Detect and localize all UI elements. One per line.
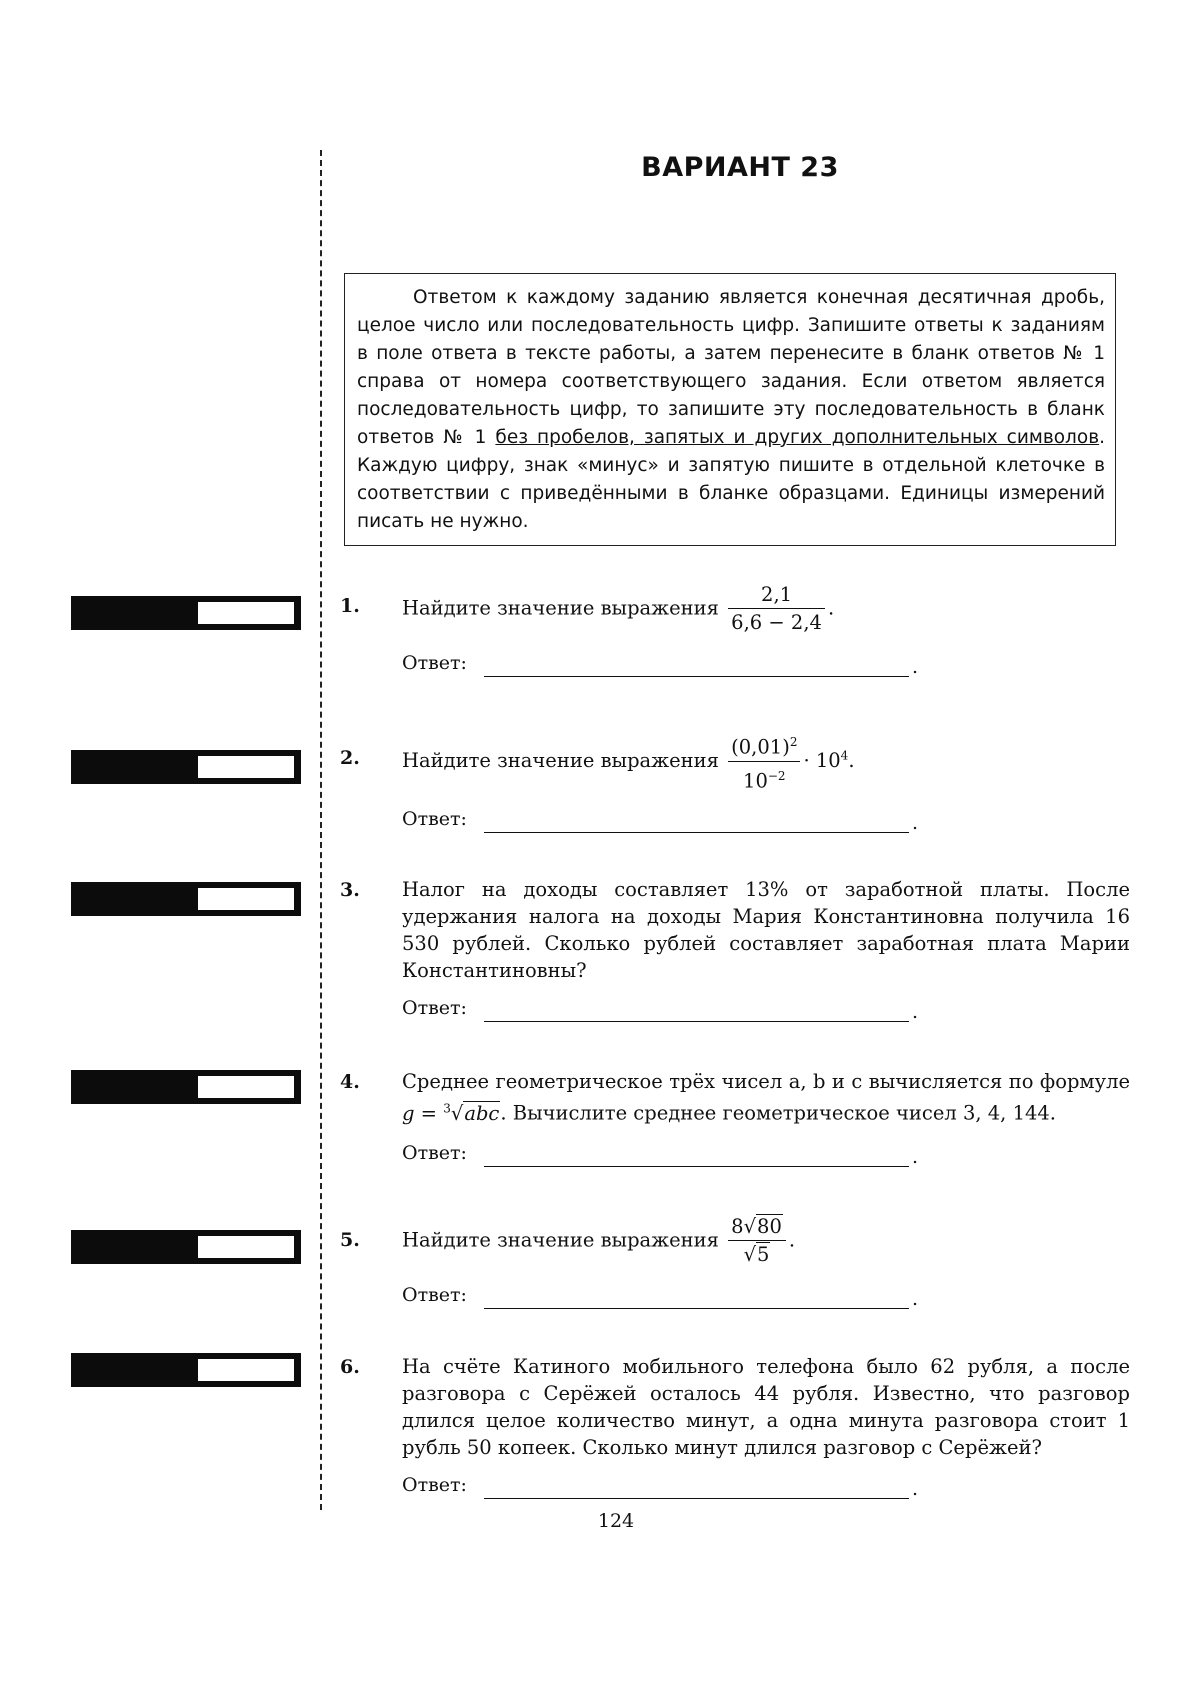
task-end: . — [788, 1228, 796, 1252]
answer-marker-3 — [71, 882, 301, 916]
answer-end: . — [912, 1001, 919, 1023]
fraction — [728, 583, 825, 635]
answer-marker-1 — [71, 596, 301, 630]
task-number: 6. — [340, 1356, 360, 1378]
answer-marker-2 — [71, 750, 301, 784]
answer-field[interactable] — [402, 805, 1130, 833]
task-text — [402, 583, 1130, 635]
answer-line[interactable] — [484, 676, 909, 677]
task-text: Среднее геометрическое трёх чисел a, b и c вычисляется по формуле g = $^3$√abc. Вычислите среднее геометрическое чисел 3, 4, 144. — [402, 1070, 1130, 1125]
answer-line[interactable] — [484, 832, 909, 833]
answer-end: . — [912, 1478, 919, 1500]
task-end: . — [827, 596, 835, 620]
answer-marker-6 — [71, 1353, 301, 1387]
instructions-text: Ответом к каждому заданию является конечная десятичная дробь, целое число или последовательность цифр. Запишите ответы к заданиям в поле ответа в тексте работы, а затем перенесите в бланк ответов № 1 справа от номера соответствующего задания. Если ответом является последовательность цифр, то запишите эту последовательность в бланк ответов № 1 — [357, 287, 1105, 448]
answer-label: Ответ: — [402, 1141, 467, 1164]
answer-label: Ответ: — [402, 1284, 467, 1306]
fraction — [728, 1215, 786, 1267]
page-title: ВАРИАНТ 23 — [641, 152, 839, 183]
answer-field[interactable] — [402, 1281, 1130, 1309]
task-number: 1. — [340, 595, 360, 617]
fraction-denominator: 6,6 − 2,4 — [731, 611, 822, 634]
answer-field[interactable] — [402, 1139, 1130, 1167]
task-6 — [340, 1353, 1130, 1499]
task-number: 5. — [340, 1229, 360, 1251]
fraction-denominator: $10^{-2}$ — [743, 768, 786, 792]
answer-end: . — [912, 1288, 919, 1310]
task-prompt: Найдите значение выражения — [402, 749, 719, 772]
answer-line[interactable] — [484, 1166, 909, 1167]
task-3 — [340, 876, 1130, 1022]
page-number: 124 — [597, 1510, 635, 1532]
answer-end: . — [912, 1145, 919, 1168]
task-number: 4. — [340, 1071, 360, 1093]
task-number: 2. — [340, 747, 360, 769]
instructions-box — [344, 273, 1116, 546]
fraction-numerator: $(0,01)^2$ — [728, 730, 800, 762]
task-text: На счёте Катиного мобильного телефона было 62 рубля, а после разговора с Серёжей осталось 44 рубля. Известно, что разговор длился целое количество минут, а одна минута разговора стоит 1 рубль 50 копеек. Сколько минут длился разговор с Серёжей? — [402, 1355, 1130, 1459]
task-end: . — [848, 749, 855, 772]
task-2 — [340, 730, 1130, 833]
fraction-numerator: 2,1 — [728, 583, 825, 609]
task-text — [402, 730, 1130, 793]
answer-label: Ответ: — [402, 997, 467, 1019]
instructions-text-end: . Каждую цифру, знак «минус» и запятую пишите в отдельной клеточке в соответствии с приведёнными в бланке образцами. Единицы измерений писать не нужно. — [357, 427, 1105, 532]
multiplier: · $10^4$ — [803, 748, 849, 772]
answer-line[interactable] — [484, 1498, 909, 1499]
task-prompt: Найдите значение выражения — [402, 596, 719, 620]
cut-line — [320, 150, 322, 1510]
answer-label: Ответ: — [402, 652, 467, 674]
task-text: Налог на доходы составляет 13% от заработной платы. После удержания налога на доходы Мария Константиновна получила 16 530 рублей. Сколько рублей составляет заработная плата Марии Константиновны? — [402, 878, 1130, 982]
task-5 — [340, 1215, 1130, 1309]
instructions-underlined: без пробелов, запятых и других дополнительных символов — [495, 427, 1100, 448]
answer-end: . — [912, 812, 919, 834]
task-number: 3. — [340, 879, 360, 901]
answer-field[interactable] — [402, 994, 1130, 1022]
task-text — [402, 1215, 1130, 1267]
task-prompt: Найдите значение выражения — [402, 1228, 719, 1252]
answer-end: . — [912, 656, 919, 678]
fraction-numerator: 8√80 — [728, 1215, 786, 1241]
task-4 — [340, 1068, 1130, 1167]
formula: g = $^3$√abc — [402, 1101, 500, 1125]
fraction-denominator: √5 — [743, 1243, 770, 1266]
answer-line[interactable] — [484, 1021, 909, 1022]
task-1 — [340, 583, 1130, 677]
answer-marker-5 — [71, 1230, 301, 1264]
answer-line[interactable] — [484, 1308, 909, 1309]
answer-label: Ответ: — [402, 808, 467, 830]
answer-field[interactable] — [402, 1471, 1130, 1499]
answer-field[interactable] — [402, 649, 1130, 677]
answer-label: Ответ: — [402, 1474, 467, 1496]
answer-marker-4 — [71, 1070, 301, 1104]
fraction — [728, 730, 800, 793]
